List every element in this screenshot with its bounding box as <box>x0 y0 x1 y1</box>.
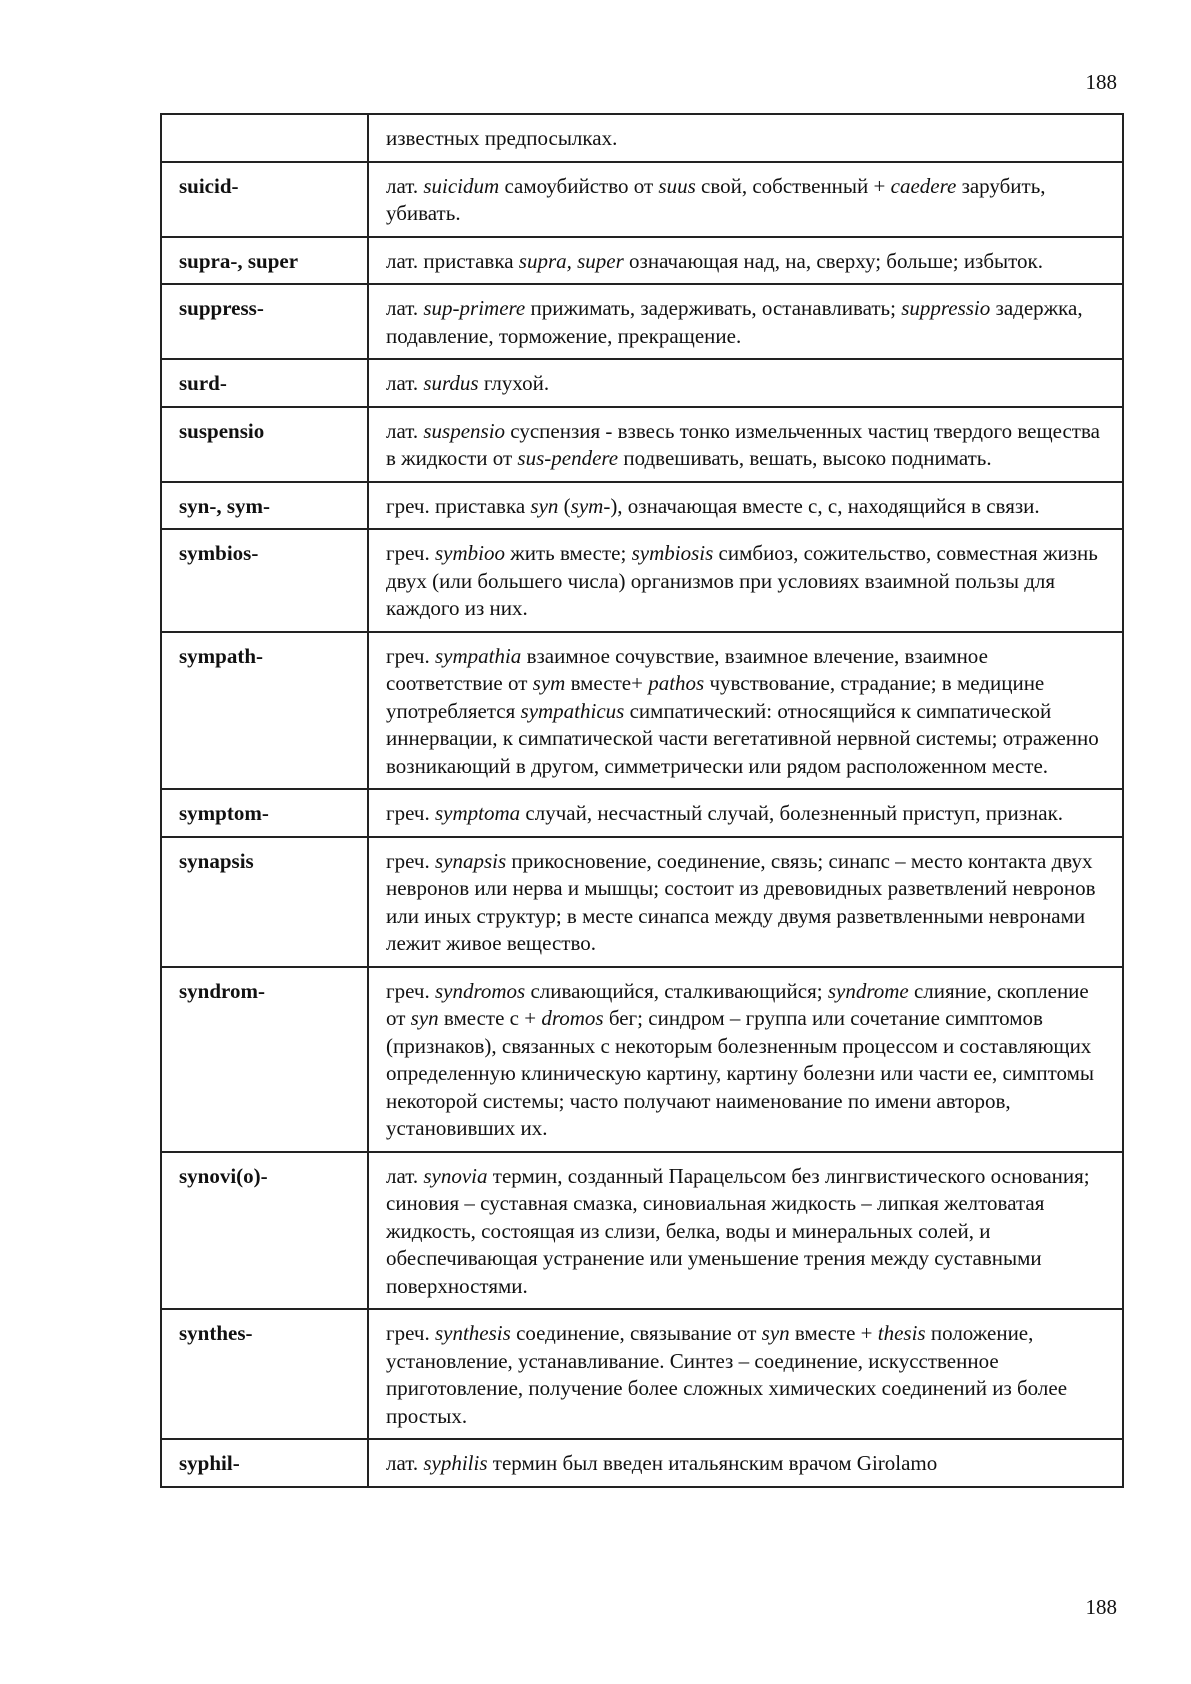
glossary-definition <box>368 837 1123 967</box>
glossary-definition <box>368 967 1123 1152</box>
definition-text: лат. suspensio суспензия - взвесь тонко измельченных частиц твердого вещества в жидкости от sus-pendere подвешивать, вешать, высоко поднимать. <box>386 418 1100 470</box>
glossary-definition <box>368 284 1123 359</box>
glossary-row <box>161 359 1123 407</box>
definition-text: лат. syphilis термин был введен итальянским врачом Girolamo <box>386 1451 938 1475</box>
glossary-row <box>161 482 1123 530</box>
glossary-term: surd- <box>161 359 368 407</box>
glossary-definition <box>368 359 1123 407</box>
glossary-definition <box>368 1439 1123 1487</box>
glossary-term: supra-, super <box>161 237 368 285</box>
definition-text: греч. symptoma случай, несчастный случай, болезненный приступ, признак. <box>386 801 1064 825</box>
glossary-row <box>161 1439 1123 1487</box>
definition-text: греч. sympathia взаимное сочувствие, взаимное влечение, взаимное соответствие от sym вместе+ pathos чувствование, страдание; в медицине употребляется sympathicus симпатический: относящийся к симпатической иннервации, к симпатической части вегетативной нервной системы; отраженно возникающий в другом, симметрически или рядом расположенном месте. <box>386 643 1099 778</box>
glossary-row <box>161 1309 1123 1439</box>
glossary-term: suspensio <box>161 407 368 482</box>
glossary-definition <box>368 407 1123 482</box>
definition-text: лат. suicidum самоубийство от suus свой, собственный + caedere зарубить, убивать. <box>386 173 1046 225</box>
glossary-definition <box>368 1309 1123 1439</box>
glossary-row <box>161 237 1123 285</box>
glossary-definition <box>368 482 1123 530</box>
glossary-row <box>161 967 1123 1152</box>
glossary-definition <box>368 632 1123 790</box>
page-number-top: 188 <box>1085 70 1117 94</box>
glossary-row <box>161 162 1123 237</box>
glossary-body <box>161 114 1123 1487</box>
definition-text: греч. приставка syn (sym-), означающая вместе с, с, находящийся в связи. <box>386 493 1040 518</box>
glossary-definition <box>368 789 1123 837</box>
glossary-row <box>161 114 1123 162</box>
glossary-definition <box>368 162 1123 237</box>
glossary-row <box>161 1152 1123 1310</box>
definition-text: лат. surdus глухой. <box>386 371 550 395</box>
definition-text: известных предпосылках. <box>386 126 618 150</box>
glossary-table <box>160 113 1124 1488</box>
glossary-term: suicid- <box>161 162 368 237</box>
glossary-term: syn-, sym- <box>161 482 368 530</box>
glossary-row <box>161 632 1123 790</box>
glossary-term: syphil- <box>161 1439 368 1487</box>
glossary-term: synovi(o)- <box>161 1152 368 1310</box>
glossary-row <box>161 789 1123 837</box>
glossary-term: symptom- <box>161 789 368 837</box>
glossary-term <box>161 114 368 162</box>
page-number-bottom: 188 <box>1085 1595 1117 1619</box>
definition-text: греч. symbioo жить вместе; symbiosis симбиоз, сожительство, совместная жизнь двух (или большего числа) организмов при условиях взаимной пользы для каждого из них. <box>386 541 1098 620</box>
glossary-row <box>161 529 1123 632</box>
glossary-term: symbios- <box>161 529 368 632</box>
glossary-row <box>161 407 1123 482</box>
glossary-definition <box>368 114 1123 162</box>
glossary-definition <box>368 237 1123 285</box>
glossary-term: sympath- <box>161 632 368 790</box>
glossary-term: synthes- <box>161 1309 368 1439</box>
glossary-row <box>161 284 1123 359</box>
glossary-definition <box>368 1152 1123 1310</box>
definition-text: греч. syndromos сливающийся, сталкивающийся; syndrome слияние, скопление от syn вместе с + dromos бег; синдром – группа или сочетание симптомов (признаков), связанных с некоторым болезненным процессом и составляющих определенную клиническую картину, картину болезни или части ее, симптомы некоторой системы; часто получают наименование по имени авторов, установивших их. <box>386 978 1094 1140</box>
definition-text: греч. synthesis соединение, связывание от syn вместе + thesis положение, установление, устанавливание. Синтез – соединение, искусственное приготовление, получение более сложных химических соединений из более простых. <box>386 1321 1068 1428</box>
glossary-definition <box>368 529 1123 632</box>
glossary-term: syndrom- <box>161 967 368 1152</box>
glossary-row <box>161 837 1123 967</box>
definition-text: лат. приставка supra, super означающая над, на, сверху; больше; избыток. <box>386 248 1043 273</box>
definition-text: лат. synovia термин, созданный Парацельсом без лингвистического основания; синовия – суставная смазка, синовиальная жидкость – липкая желтоватая жидкость, состоящая из слизи, белка, воды и минеральных солей, и обеспечивающая устранение или уменьшение трения между суставными поверхностями. <box>386 1163 1090 1298</box>
definition-text: греч. synapsis прикосновение, соединение, связь; синапс – место контакта двух невронов или нерва и мышцы; состоит из древовидных разветвлений невронов или иных структур; в месте синапса между двумя разветвленными невронами лежит живое вещество. <box>386 848 1096 955</box>
glossary-term: suppress- <box>161 284 368 359</box>
definition-text: лат. sup-primere прижимать, задерживать, останавливать; suppressio задержка, подавление, торможение, прекращение. <box>386 296 1083 348</box>
glossary-term: synapsis <box>161 837 368 967</box>
